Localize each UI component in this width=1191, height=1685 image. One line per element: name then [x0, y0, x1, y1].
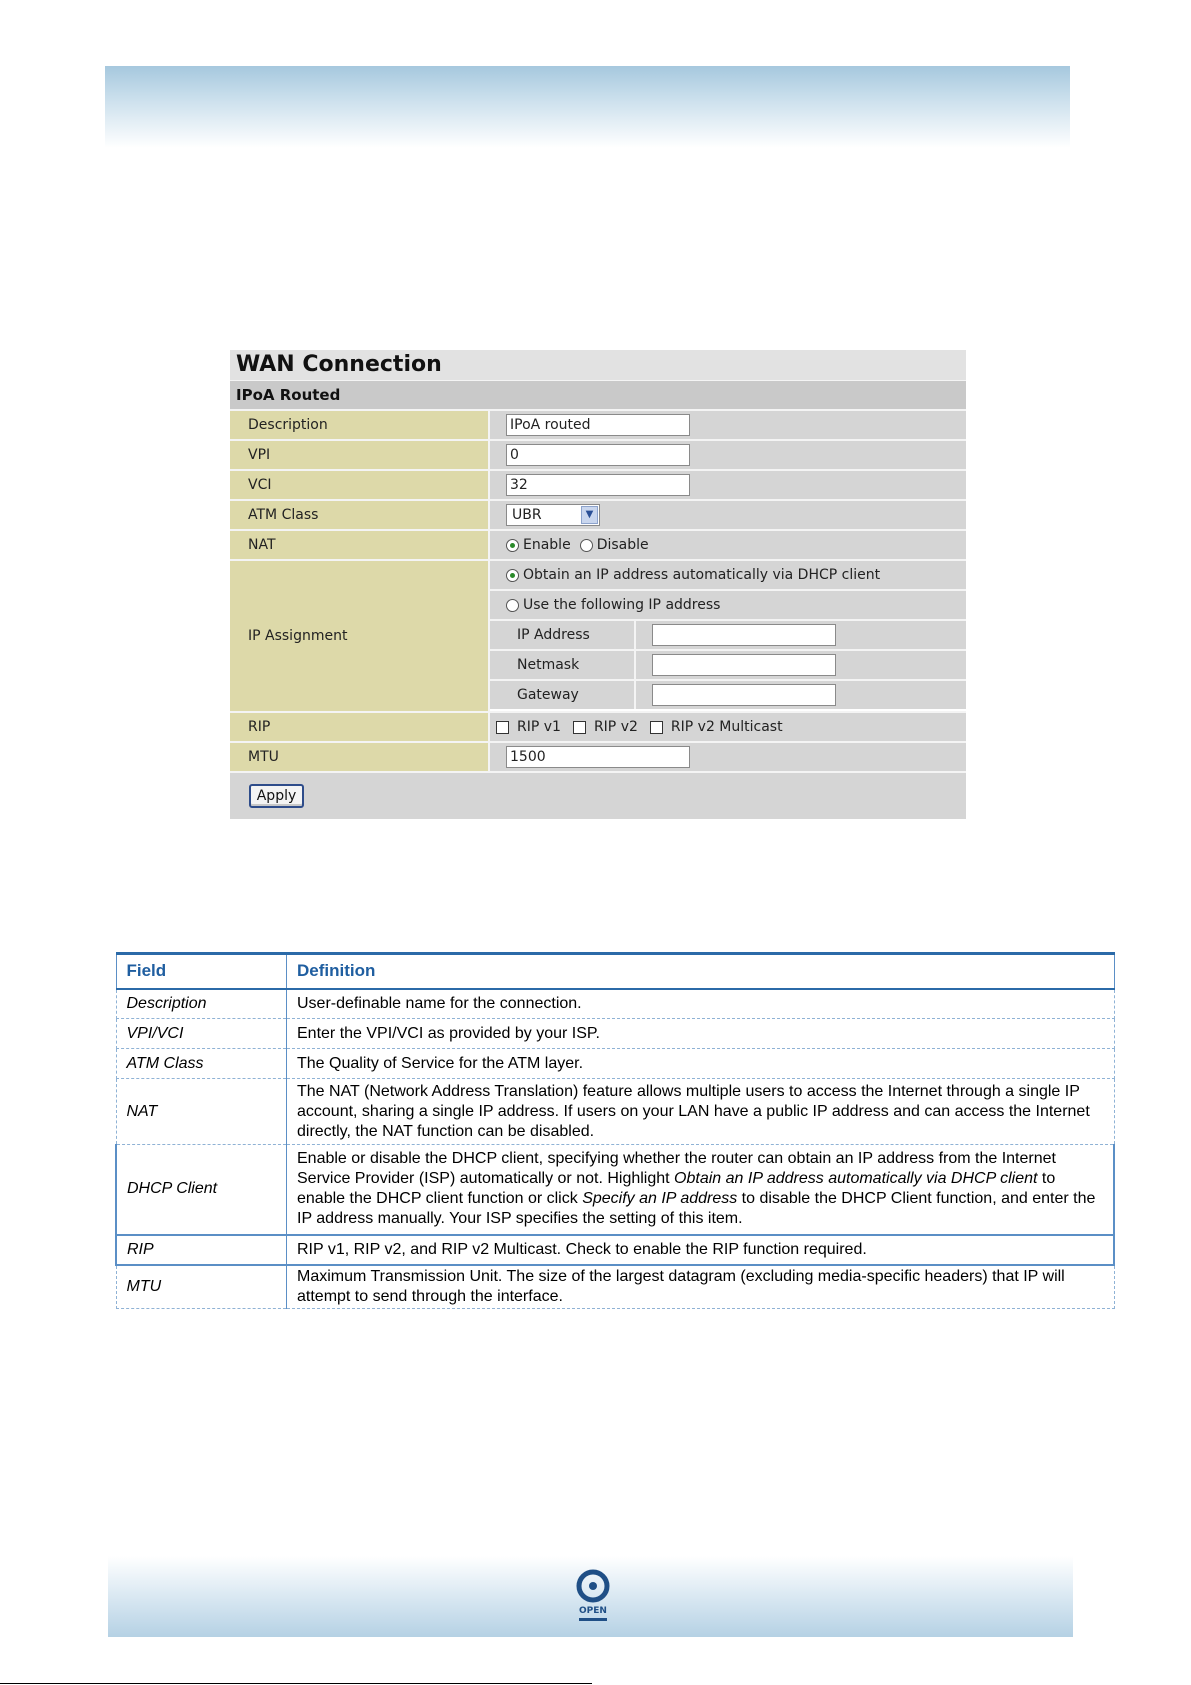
nat-disable-radio[interactable] — [580, 539, 593, 552]
nat-enable-label: Enable — [523, 537, 571, 553]
nat-enable-radio[interactable] — [506, 539, 519, 552]
use-following-ip-label: Use the following IP address — [523, 597, 721, 613]
vpi-label: VPI — [230, 441, 490, 469]
vci-input[interactable]: 32 — [506, 474, 690, 496]
ip-address-label: IP Address — [490, 621, 636, 649]
table-row — [116, 989, 1114, 1019]
definition-cell: RIP v1, RIP v2, and RIP v2 Multicast. Check to enable the RIP function required. — [287, 1235, 1115, 1265]
definition-cell: Enable or disable the DHCP client, specifying whether the router can obtain an IP address from the Internet Service Provider (ISP) automatically or not. Highlight Obtain an IP address automatically via DHCP client to enable the DHCP client function or click Specify an IP address to disable the DHCP Client function, and enter the IP address manually. Your ISP specifies the setting of this item. — [287, 1145, 1115, 1235]
field-cell: ATM Class — [116, 1049, 287, 1079]
nat-disable-label: Disable — [596, 537, 649, 553]
vpi-input[interactable]: 0 — [506, 444, 690, 466]
field-cell: MTU — [116, 1265, 287, 1309]
rip-label: RIP — [230, 713, 490, 741]
rip-v1-checkbox[interactable] — [496, 721, 509, 734]
vci-label: VCI — [230, 471, 490, 499]
description-input[interactable]: IPoA routed — [506, 414, 690, 436]
definition-cell: Maximum Transmission Unit. The size of the largest datagram (excluding media-specific headers) that IP will attempt to send through the interface. — [287, 1265, 1115, 1309]
ip-assignment-label: IP Assignment — [230, 561, 490, 711]
nat-label: NAT — [230, 531, 490, 559]
obtain-ip-radio[interactable] — [506, 569, 519, 582]
mtu-label: MTU — [230, 743, 490, 771]
rip-v2-multicast-checkbox[interactable] — [650, 721, 663, 734]
rip-v2-label: RIP v2 — [593, 719, 638, 735]
field-cell: Description — [116, 989, 287, 1019]
netmask-row — [490, 649, 966, 679]
table-row — [116, 1049, 1114, 1079]
apply-button[interactable]: Apply — [249, 784, 304, 808]
atm-class-row — [230, 499, 966, 529]
definition-header: Definition — [287, 954, 1115, 989]
rip-v2-checkbox[interactable] — [573, 721, 586, 734]
ip-address-input[interactable] — [652, 624, 836, 646]
gateway-row — [490, 679, 966, 709]
ip-address-row — [490, 619, 966, 649]
field-cell: RIP — [116, 1235, 287, 1265]
vpi-row — [230, 439, 966, 469]
open-logo — [575, 1568, 611, 1624]
use-following-ip-radio[interactable] — [506, 599, 519, 612]
netmask-input[interactable] — [652, 654, 836, 676]
definition-cell: The NAT (Network Address Translation) feature allows multiple users to access the Internet through a single IP account, sharing a single IP address. If users on your LAN have a public IP address and can access the Internet directly, the NAT function can be disabled. — [287, 1079, 1115, 1145]
field-cell: DHCP Client — [116, 1145, 287, 1235]
atm-class-select[interactable] — [506, 504, 600, 526]
ip-assignment-row — [230, 559, 966, 711]
mtu-row — [230, 741, 966, 771]
definition-cell: User-definable name for the connection. — [287, 989, 1115, 1019]
netmask-label: Netmask — [490, 651, 636, 679]
wan-connection-panel — [230, 350, 966, 819]
panel-subtitle: IPoA Routed — [230, 380, 966, 409]
table-row — [116, 1145, 1114, 1235]
rip-v1-label: RIP v1 — [517, 719, 561, 735]
description-label: Description — [230, 411, 490, 439]
gateway-label: Gateway — [490, 681, 636, 709]
definition-cell: Enter the VPI/VCI as provided by your ISP. — [287, 1019, 1115, 1049]
table-row — [116, 1265, 1114, 1309]
rip-v2-multicast-label: RIP v2 Multicast — [670, 719, 783, 735]
definition-cell: The Quality of Service for the ATM layer. — [287, 1049, 1115, 1079]
field-definition-table — [115, 952, 1115, 1309]
header-band — [105, 66, 1070, 148]
table-row — [116, 1079, 1114, 1145]
obtain-ip-label: Obtain an IP address automatically via DHCP client — [523, 567, 881, 583]
chevron-down-icon[interactable]: ▼ — [581, 506, 598, 524]
mtu-input[interactable]: 1500 — [506, 746, 690, 768]
field-header: Field — [116, 954, 287, 989]
footer-rule — [0, 1683, 592, 1684]
logo-text: OPEN — [579, 1606, 607, 1616]
rip-row — [230, 711, 966, 741]
atm-class-selected: UBR — [512, 507, 542, 523]
atm-class-label: ATM Class — [230, 501, 490, 529]
panel-title: WAN Connection — [230, 350, 966, 380]
table-row — [116, 1235, 1114, 1265]
description-row — [230, 409, 966, 439]
table-row — [116, 1019, 1114, 1049]
field-cell: VPI/VCI — [116, 1019, 287, 1049]
field-cell: NAT — [116, 1079, 287, 1145]
vci-row — [230, 469, 966, 499]
nat-row — [230, 529, 966, 559]
gateway-input[interactable] — [652, 684, 836, 706]
